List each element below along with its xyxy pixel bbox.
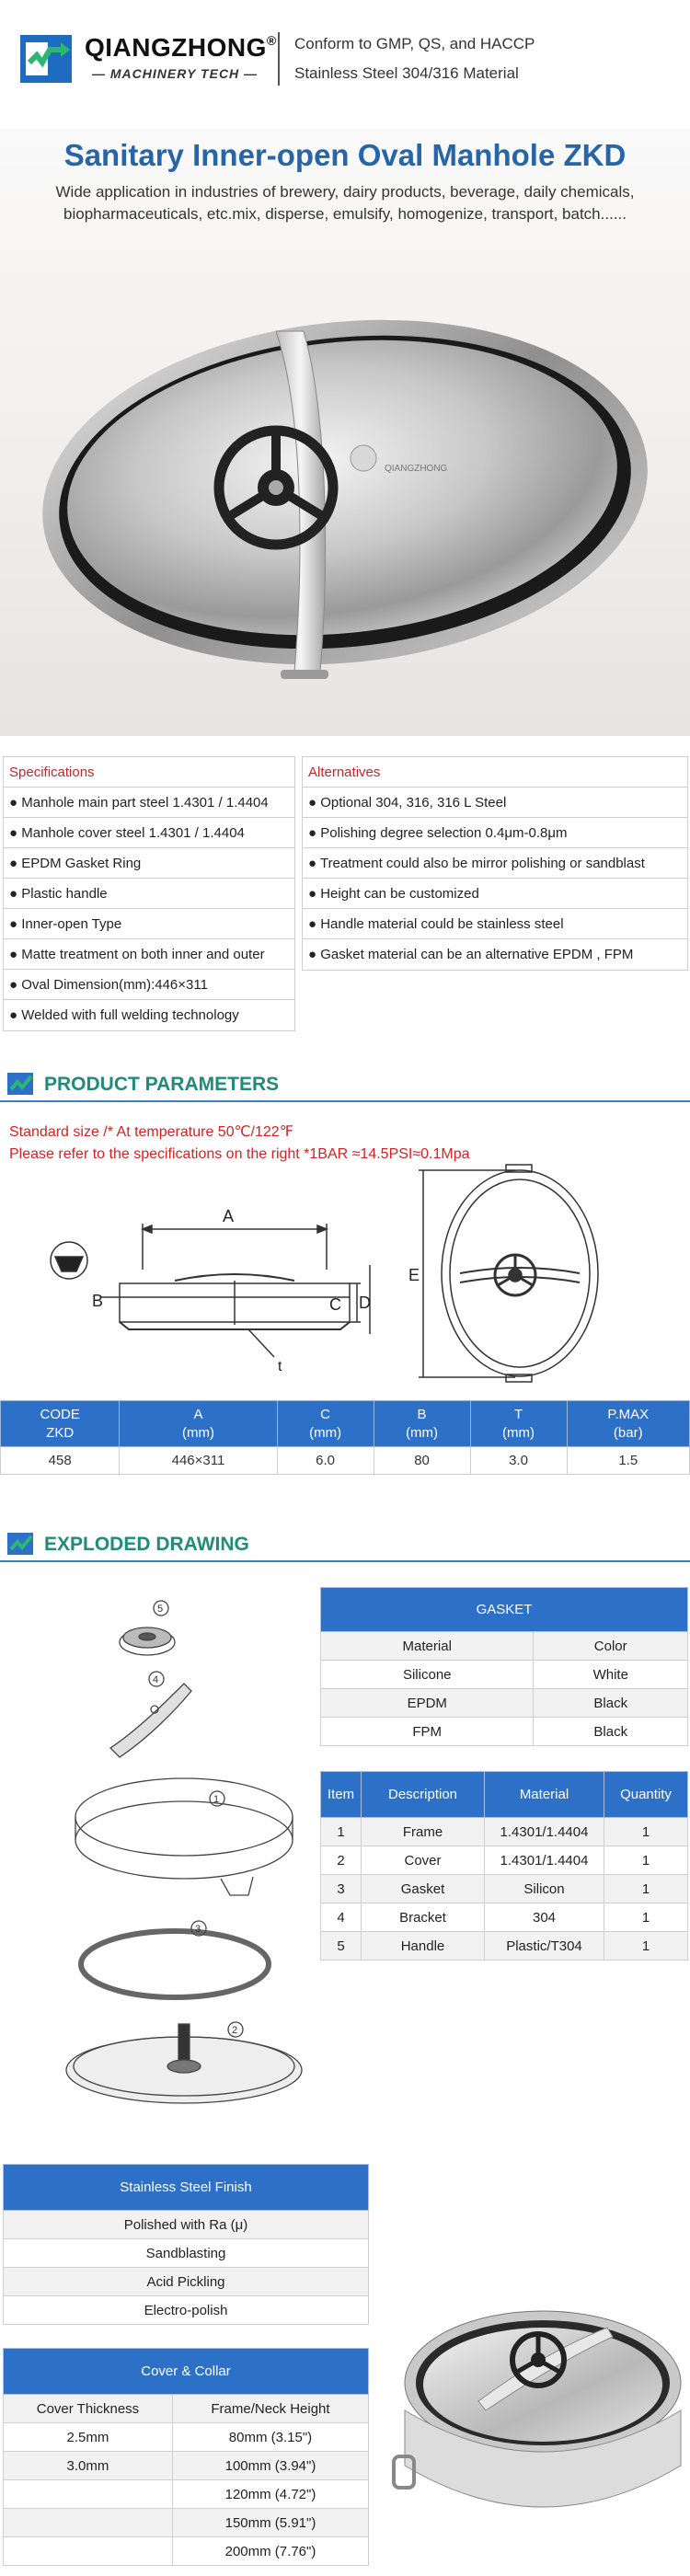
table-row (4, 2239, 369, 2268)
table-row (4, 2537, 369, 2566)
table-cell: 304 (485, 1903, 604, 1932)
table-cell: 150mm (5.91") (172, 2509, 368, 2537)
table-row (4, 2296, 369, 2325)
table-row (321, 1846, 688, 1875)
table-row (4, 2509, 369, 2537)
column-header: Item (321, 1772, 362, 1818)
table-row (4, 2480, 369, 2509)
manhole-product-image (0, 304, 690, 736)
manhole-product-image-open (377, 2272, 690, 2567)
table-cell: EPDM (321, 1689, 534, 1718)
hero-description: Wide application in industries of brewery, dairy products, beverage, daily chemicals, biopharmaceuticals, etc.mix, disperse, emulsify, homogenize, transport, batch...... (55, 183, 635, 223)
section-title: EXPLODED DRAWING (44, 1534, 249, 1555)
table-cell (4, 2480, 173, 2509)
dimension-b-label: B (92, 1292, 104, 1310)
table-cell: 100mm (3.94") (172, 2452, 368, 2480)
alternative-item: ● Treatment could also be mirror polishing or sandblast (303, 848, 687, 879)
spec-item: ● Oval Dimension(mm):446×311 (4, 970, 294, 1000)
dimension-a-label: A (223, 1207, 235, 1225)
alternative-item: ● Height can be customized (303, 879, 687, 909)
callout-label: 3 (195, 1924, 201, 1935)
spec-item: ● Manhole main part steel 1.4301 / 1.4404 (4, 788, 294, 818)
table-row (321, 1875, 688, 1903)
specification-note: Please refer to the specifications on the right *1BAR ≈14.5PSI≈0.1Mpa (9, 1146, 470, 1162)
column-header: Material (321, 1632, 534, 1661)
table-cell: Gasket (362, 1875, 485, 1903)
table-cell: Bracket (362, 1903, 485, 1932)
spec-item: ● Plastic handle (4, 879, 294, 909)
table-cell: Plastic/T304 (485, 1932, 604, 1961)
spec-item: ● EPDM Gasket Ring (4, 848, 294, 879)
table-cell: 80 (374, 1447, 470, 1475)
column-header: B (mm) (374, 1401, 470, 1447)
table-header-row (4, 2395, 369, 2423)
specifications-table (3, 756, 295, 1031)
specifications-heading: Specifications (4, 757, 294, 788)
cover-table-title: Cover & Collar (4, 2349, 369, 2395)
header-divider (278, 32, 280, 86)
dimension-e-label: E (408, 1266, 420, 1284)
table-cell: 200mm (7.76") (172, 2537, 368, 2566)
column-header: Quantity (604, 1772, 688, 1818)
table-cell: Silicone (321, 1661, 534, 1689)
finish-table (3, 2164, 369, 2325)
standard-size-note: Standard size /* At temperature 50℃/122℉ (9, 1124, 293, 1140)
dimension-d-label: D (359, 1294, 371, 1312)
gasket-table (320, 1587, 688, 1746)
table-row (1, 1447, 690, 1475)
table-cell: Black (534, 1689, 688, 1718)
table-cell: 1 (604, 1875, 688, 1903)
table-cell: Acid Pickling (4, 2268, 369, 2296)
exploded-drawing-header (0, 1525, 690, 1562)
header-compliance: Conform to GMP, QS, and HACCP (294, 35, 535, 52)
spec-item: ● Inner-open Type (4, 909, 294, 939)
table-cell: Handle (362, 1932, 485, 1961)
brand-name: QIANGZHONG® (85, 33, 277, 62)
table-cell: 1.5 (567, 1447, 689, 1475)
section-divider (0, 1560, 690, 1562)
table-cell: 1 (604, 1818, 688, 1846)
table-cell: Black (534, 1718, 688, 1746)
table-cell: 1 (604, 1932, 688, 1961)
callout-label: 4 (153, 1674, 159, 1685)
thickness-label: t (278, 1359, 282, 1374)
table-cell: 2.5mm (4, 2423, 173, 2452)
dimension-c-label: C (329, 1295, 341, 1314)
alternative-item: ● Optional 304, 316, 316 L Steel (303, 788, 687, 818)
table-cell: 1 (604, 1903, 688, 1932)
table-row (321, 1689, 688, 1718)
section-divider (0, 1100, 690, 1102)
gasket-table-title: GASKET (321, 1588, 688, 1632)
registered-mark: ® (266, 33, 277, 48)
front-view-drawing (405, 1161, 681, 1391)
section-logo-icon (7, 1071, 35, 1097)
header-material: Stainless Steel 304/316 Material (294, 64, 519, 82)
table-cell: White (534, 1661, 688, 1689)
brand-logo-icon (20, 35, 72, 83)
table-cell: Cover (362, 1846, 485, 1875)
callout-label: 5 (157, 1604, 164, 1615)
section-logo-icon (7, 1531, 35, 1557)
column-header: C (mm) (277, 1401, 374, 1447)
table-cell (4, 2537, 173, 2566)
table-cell: 1.4301/1.4404 (485, 1846, 604, 1875)
spec-item: ● Matte treatment on both inner and outer (4, 939, 294, 970)
column-header: Material (485, 1772, 604, 1818)
column-header: Description (362, 1772, 485, 1818)
table-cell: 3.0mm (4, 2452, 173, 2480)
alternative-item: ● Gasket material can be an alternative EPDM , FPM (308, 947, 634, 962)
brand-subtitle: — MACHINERY TECH — (92, 66, 259, 81)
column-header: CODE ZKD (1, 1401, 120, 1447)
table-cell: 1 (321, 1818, 362, 1846)
column-header: T (mm) (470, 1401, 567, 1447)
table-cell: Silicon (485, 1875, 604, 1903)
alternative-item: ● Polishing degree selection 0.4μm-0.8μm (303, 818, 687, 848)
table-cell: Electro-polish (4, 2296, 369, 2325)
table-row (4, 2423, 369, 2452)
table-cell: 458 (1, 1447, 120, 1475)
table-row (321, 1718, 688, 1746)
product-engraving: QIANGZHONG (385, 464, 448, 474)
parts-table (320, 1771, 688, 1961)
table-cell: 5 (321, 1932, 362, 1961)
alternatives-table (302, 756, 688, 971)
side-view-drawing (37, 1196, 405, 1389)
column-header: A (mm) (120, 1401, 277, 1447)
table-cell: 1.4301/1.4404 (485, 1818, 604, 1846)
table-cell: Frame (362, 1818, 485, 1846)
table-cell: 3 (321, 1875, 362, 1903)
table-cell: 1 (604, 1846, 688, 1875)
table-header-row (321, 1632, 688, 1661)
column-header: Color (534, 1632, 688, 1661)
table-cell: 446×311 (120, 1447, 277, 1475)
table-cell: FPM (321, 1718, 534, 1746)
table-cell: 3.0 (470, 1447, 567, 1475)
finish-table-title: Stainless Steel Finish (4, 2165, 369, 2211)
table-row (321, 1661, 688, 1689)
callout-label: 2 (232, 2025, 238, 2036)
page-title: Sanitary Inner-open Oval Manhole ZKD (63, 138, 627, 172)
table-row (4, 2211, 369, 2239)
table-row (321, 1932, 688, 1961)
table-row (321, 1818, 688, 1846)
table-cell: 80mm (3.15") (172, 2423, 368, 2452)
section-title: PRODUCT PARAMETERS (44, 1074, 280, 1095)
parameter-table (0, 1400, 690, 1475)
table-cell: Polished with Ra (μ) (4, 2211, 369, 2239)
table-cell: 4 (321, 1903, 362, 1932)
column-header: Cover Thickness (4, 2395, 173, 2423)
table-cell: 6.0 (277, 1447, 374, 1475)
column-header: P.MAX (bar) (567, 1401, 689, 1447)
callout-label: 1 (213, 1794, 220, 1805)
product-parameters-header (0, 1065, 690, 1102)
cover-collar-table (3, 2348, 369, 2566)
table-cell: 2 (321, 1846, 362, 1875)
table-cell (4, 2509, 173, 2537)
table-cell: Sandblasting (4, 2239, 369, 2268)
spec-item: ● Welded with full welding technology (9, 1007, 239, 1023)
column-header: Frame/Neck Height (172, 2395, 368, 2423)
table-row (4, 2452, 369, 2480)
table-cell: 120mm (4.72") (172, 2480, 368, 2509)
exploded-drawing (37, 1592, 313, 2107)
table-row (321, 1903, 688, 1932)
alternatives-heading: Alternatives (303, 757, 687, 788)
spec-item: ● Manhole cover steel 1.4301 / 1.4404 (4, 818, 294, 848)
table-row (4, 2268, 369, 2296)
alternative-item: ● Handle material could be stainless steel (303, 909, 687, 939)
table-header-row (321, 1772, 688, 1818)
